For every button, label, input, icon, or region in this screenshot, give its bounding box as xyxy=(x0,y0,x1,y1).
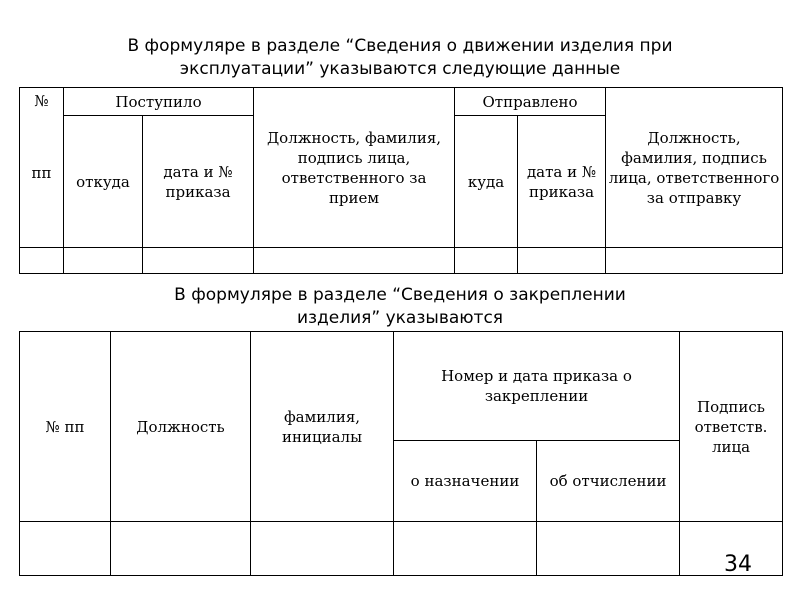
heading-assignment-section xyxy=(0,284,800,330)
header-received: Поступило xyxy=(64,88,254,116)
header-dismissal: об отчислении xyxy=(537,441,680,522)
header-assignment: о назначении xyxy=(394,441,537,522)
movement-table xyxy=(19,87,783,274)
header-order: Номер и дата приказа о закреплении xyxy=(394,332,680,441)
header-name: фамилия, инициалы xyxy=(251,332,394,522)
heading-line: В формуляре в разделе “Сведения о закреплении xyxy=(174,285,626,305)
header-received-date: дата и № приказа xyxy=(143,116,254,248)
empty-cell xyxy=(537,522,680,576)
empty-cell xyxy=(20,248,64,274)
slide-number: 34 xyxy=(724,552,752,577)
heading-line: эксплуатации” указываются следующие данные xyxy=(179,59,621,79)
empty-cell xyxy=(455,248,518,274)
header-number xyxy=(20,88,64,248)
header-from: откуда xyxy=(64,116,143,248)
empty-cell xyxy=(20,522,111,576)
header-sent-person: Должность, фамилия, подпись лица, ответственного за отправку xyxy=(606,88,783,248)
empty-cell xyxy=(143,248,254,274)
heading-line: В формуляре в разделе “Сведения о движении изделия при xyxy=(127,36,673,56)
header-sent: Отправлено xyxy=(455,88,606,116)
heading-line: изделия” указываются xyxy=(296,308,504,328)
empty-cell xyxy=(64,248,143,274)
header-signature: Подпись ответств. лица xyxy=(680,332,783,522)
empty-cell xyxy=(251,522,394,576)
header-number-sign: № xyxy=(34,92,49,110)
header-number-pp: пп xyxy=(31,164,52,182)
heading-movement-section xyxy=(0,35,800,81)
header-received-person: Должность, фамилия, подпись лица, ответственного за прием xyxy=(254,88,455,248)
empty-cell xyxy=(518,248,606,274)
header-position: Должность xyxy=(111,332,251,522)
table-row xyxy=(20,522,783,576)
empty-cell xyxy=(254,248,455,274)
header-number: № пп xyxy=(20,332,111,522)
empty-cell xyxy=(606,248,783,274)
empty-cell xyxy=(394,522,537,576)
assignment-table xyxy=(19,331,783,576)
header-sent-date: дата и № приказа xyxy=(518,116,606,248)
empty-cell xyxy=(111,522,251,576)
table-row xyxy=(20,248,783,274)
header-to: куда xyxy=(455,116,518,248)
